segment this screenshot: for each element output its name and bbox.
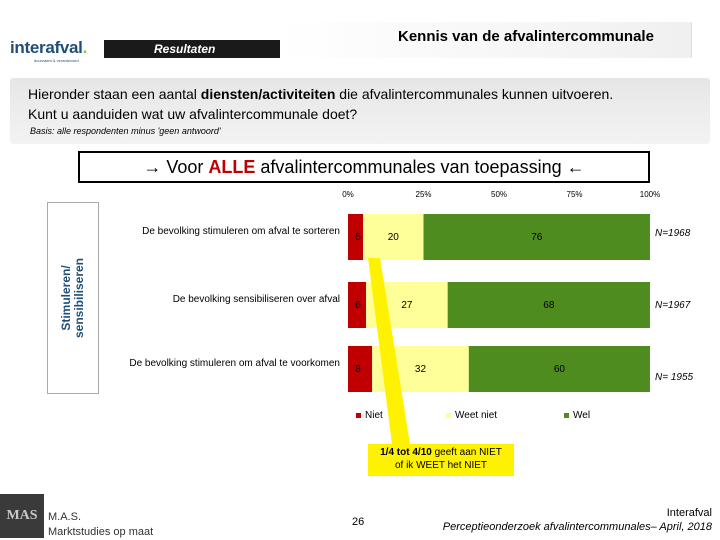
footer-right: [443, 506, 712, 534]
x-tick-label: 100%: [639, 190, 661, 199]
footer-right-line-1: Interafval: [666, 507, 712, 519]
page-number: 26: [352, 516, 365, 528]
legend-swatch: [356, 413, 361, 418]
data-label: 60: [553, 364, 565, 375]
n-label: N=1968: [655, 228, 691, 239]
legend-label: Wel: [573, 410, 591, 421]
data-label: 68: [543, 300, 555, 311]
x-tick-label: 50%: [490, 190, 508, 199]
legend-item: [446, 410, 497, 421]
legend-swatch: [446, 413, 451, 418]
category-label: De bevolking sensibiliseren over afval: [172, 294, 340, 305]
data-label: 8: [355, 364, 361, 375]
question-text-bold: diensten/activiteiten: [200, 86, 336, 102]
banner-post: afvalintercommunales van toepassing: [255, 157, 567, 177]
category-label: De bevolking stimuleren om afval te voorkomen: [129, 358, 340, 369]
footer-mas-line-1: M.A.S.: [48, 511, 82, 523]
data-label: 32: [414, 364, 427, 375]
basis-note: Basis: alle respondenten minus 'geen antwoord': [30, 126, 221, 136]
x-tick-label: 0%: [342, 190, 354, 199]
callout-text: [368, 446, 514, 472]
legend-swatch: [564, 413, 569, 418]
logo-tld: .: [82, 38, 88, 57]
logo-tagline: duurzaam & verantwoord: [34, 58, 79, 63]
callout-text-2: of ik WEET het NIET: [394, 460, 488, 471]
logo-name: interafval: [10, 38, 83, 57]
callout-bold: 1/4 tot 4/10: [380, 447, 432, 458]
category-label: De bevolking stimuleren om afval te sorteren: [142, 226, 340, 237]
data-label: 76: [531, 232, 543, 243]
legend-item: [356, 410, 383, 421]
n-label: N=1967: [655, 300, 691, 311]
legend-label: Niet: [365, 410, 383, 421]
data-label: 27: [401, 300, 413, 311]
question-text-pre: Hieronder staan een aantal: [28, 86, 201, 102]
x-tick-label: 75%: [566, 190, 583, 199]
footer-mas-line-2: Marktstudies op maat: [48, 526, 154, 538]
side-label-line-2: sensibiliseren: [72, 257, 86, 339]
mas-logo: MAS: [0, 494, 44, 538]
footer-right-line-2: Perceptieonderzoek afvalintercommunales– April, 2018: [442, 521, 712, 533]
data-label: 6: [355, 300, 361, 311]
footer-mas: [48, 510, 153, 540]
n-label: N= 1955: [655, 372, 694, 383]
data-label: 5: [355, 232, 361, 243]
x-tick-label: 25%: [415, 190, 432, 199]
callout-text-1: geeft aan NIET: [431, 447, 502, 458]
page-title: Kennis van de afvalintercommunale: [398, 28, 654, 45]
question-text-post: die afvalintercommunales kunnen uitvoeren.: [335, 86, 614, 102]
legend-label: Weet niet: [455, 410, 498, 421]
arrow-right-icon: →: [143, 157, 162, 177]
question-line-2: Kunt u aanduiden wat uw afvalintercommunale doet?: [28, 106, 358, 122]
legend-item: [564, 410, 590, 421]
arrow-left-icon: ←: [566, 157, 585, 177]
header-subtitle: Resultaten: [154, 42, 216, 56]
side-label-line-1: Stimuleren/: [59, 265, 73, 331]
banner-highlight: ALLE: [208, 157, 256, 177]
banner-pre: Voor: [161, 157, 209, 177]
data-label: 20: [387, 232, 399, 243]
